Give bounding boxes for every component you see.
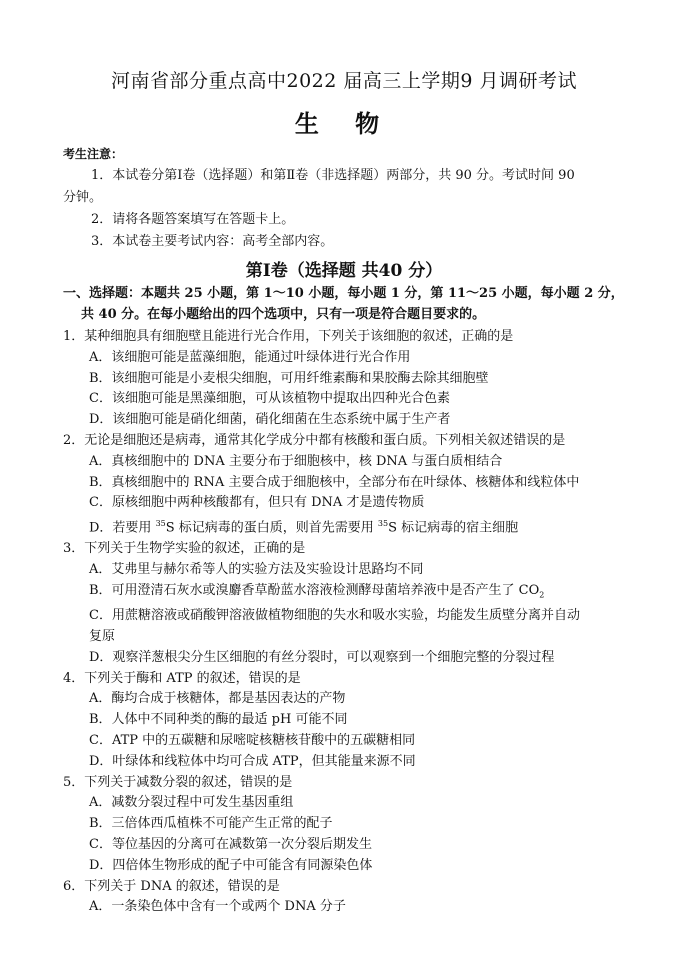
option-b-text: B．可用澄清石灰水或溴麝香草酚蓝水溶液检测酵母菌培养液中是否产生了 CO	[89, 582, 540, 598]
exam-title: 河南省部分重点高中2022 届高三上学期9 月调研考试	[110, 70, 578, 92]
option-c-line-2: 复原	[89, 629, 116, 645]
notes-item-2: 2．请将各题答案填写在答题卡上。	[91, 212, 295, 227]
question-1	[63, 327, 629, 431]
option-d: D．叶绿体和线粒体中均可合成 ATP，但其能量来源不同	[89, 753, 416, 769]
question-stem: 5．下列关于减数分裂的叙述，错误的是	[63, 774, 293, 790]
isotope-superscript-1: 35	[155, 519, 166, 529]
candidate-notes	[63, 143, 629, 253]
option-d: D．该细胞可能是硝化细菌，硝化细菌在生态系统中属于生产者	[89, 412, 451, 428]
isotope-superscript-2: 35	[377, 519, 389, 529]
question-stem: 1．某种细胞具有细胞壁且能进行光合作用，下列关于该细胞的叙述，正确的是	[63, 329, 514, 344]
option-a: A．减数分裂过程中可发生基因重组	[89, 795, 294, 811]
question-3	[63, 539, 629, 668]
option-d: D．四倍体生物形成的配子中可能含有同源染色体	[89, 857, 373, 873]
option-a: A．艾弗里与赫尔希等人的实验方法及实验设计思路均不同	[89, 562, 424, 578]
option-b: B．三倍体西瓜植株不可能产生正常的配子	[89, 816, 333, 832]
question-stem: 4．下列关于酶和 ATP 的叙述，错误的是	[63, 670, 301, 686]
option-d: D．观察洋葱根尖分生区细胞的有丝分裂时，可以观察到一个细胞完整的分裂过程	[89, 649, 555, 665]
question-6	[63, 877, 629, 919]
option-c-line-1: C．用蔗糖溶液或硝酸钾溶液做植物细胞的失水和吸水实验，均能发生质壁分离并自动	[89, 608, 580, 624]
notes-item-1-line-2: 分钟。	[63, 190, 103, 205]
option-a: A．酶均合成于核糖体，都是基因表达的产物	[89, 691, 346, 707]
instructions-line-1: 一、选择题：本题共 25 小题，第 1～10 小题，每小题 1 分，第 11～25 小题，每小题 2 分，	[63, 286, 624, 301]
option-d	[63, 514, 629, 539]
option-a: A．一条染色体中含有一个或两个 DNA 分子	[89, 899, 346, 915]
section-instructions	[63, 283, 629, 325]
question-5	[63, 773, 629, 877]
option-b: B．人体中不同种类的酶的最适 pH 可能不同	[89, 712, 348, 728]
option-c: C．ATP 中的五碳糖和尿嘧啶核糖核苷酸中的五碳糖相同	[89, 733, 416, 749]
option-b: B．真核细胞中的 RNA 主要合成于细胞核中，全部分布在叶绿体、核糖体和线粒体中	[89, 474, 580, 490]
notes-item-3: 3．本试卷主要考试内容：高考全部内容。	[91, 234, 334, 249]
notes-heading: 考生注意：	[63, 147, 124, 161]
question-4	[63, 669, 629, 773]
option-a: A．真核细胞中的 DNA 主要分布于细胞核中，核 DNA 与蛋白质相结合	[89, 453, 503, 469]
section-title: 第Ⅰ卷（选择题 共40 分）	[245, 261, 443, 281]
option-a: A．该细胞可能是蓝藻细胞，能通过叶绿体进行光合作用	[89, 349, 411, 365]
option-b: B．该细胞可能是小麦根尖细胞，可用纤维素酶和果胶酶去除其细胞壁	[89, 370, 489, 386]
option-c: C．该细胞可能是黑藻细胞，可从该植物中提取出四种光合色素	[89, 391, 450, 407]
subject-title: 生 物	[294, 109, 394, 138]
option-c: C．等位基因的分离可在减数第一次分裂后期发生	[89, 837, 372, 853]
option-d-text-3: S 标记病毒的宿主细胞	[388, 520, 519, 536]
question-stem: 2．无论是细胞还是病毒，通常其化学成分中都有核酸和蛋白质。下列相关叙述错误的是	[63, 432, 566, 448]
question-stem: 6．下列关于 DNA 的叙述，错误的是	[63, 878, 280, 894]
question-stem: 3．下列关于生物学实验的叙述，正确的是	[63, 541, 306, 557]
option-b	[63, 581, 629, 606]
question-list	[63, 327, 629, 918]
instructions-line-2: 共 40 分。在每小题给出的四个选项中，只有一项是符合题目要求的。	[81, 307, 486, 322]
option-c: C．原核细胞中两种核酸都有，但只有 DNA 才是遗传物质	[89, 495, 425, 511]
option-d-text-2: S 标记病毒的蛋白质，则首先需要用	[165, 520, 378, 536]
notes-item-1-line-1: 1．本试卷分第Ⅰ卷（选择题）和第Ⅱ卷（非选择题）两部分，共 90 分。考试时间 90	[91, 168, 575, 183]
question-2	[63, 431, 629, 539]
option-d-text-1: D．若要用	[89, 520, 156, 536]
co2-subscript: 2	[539, 590, 545, 600]
